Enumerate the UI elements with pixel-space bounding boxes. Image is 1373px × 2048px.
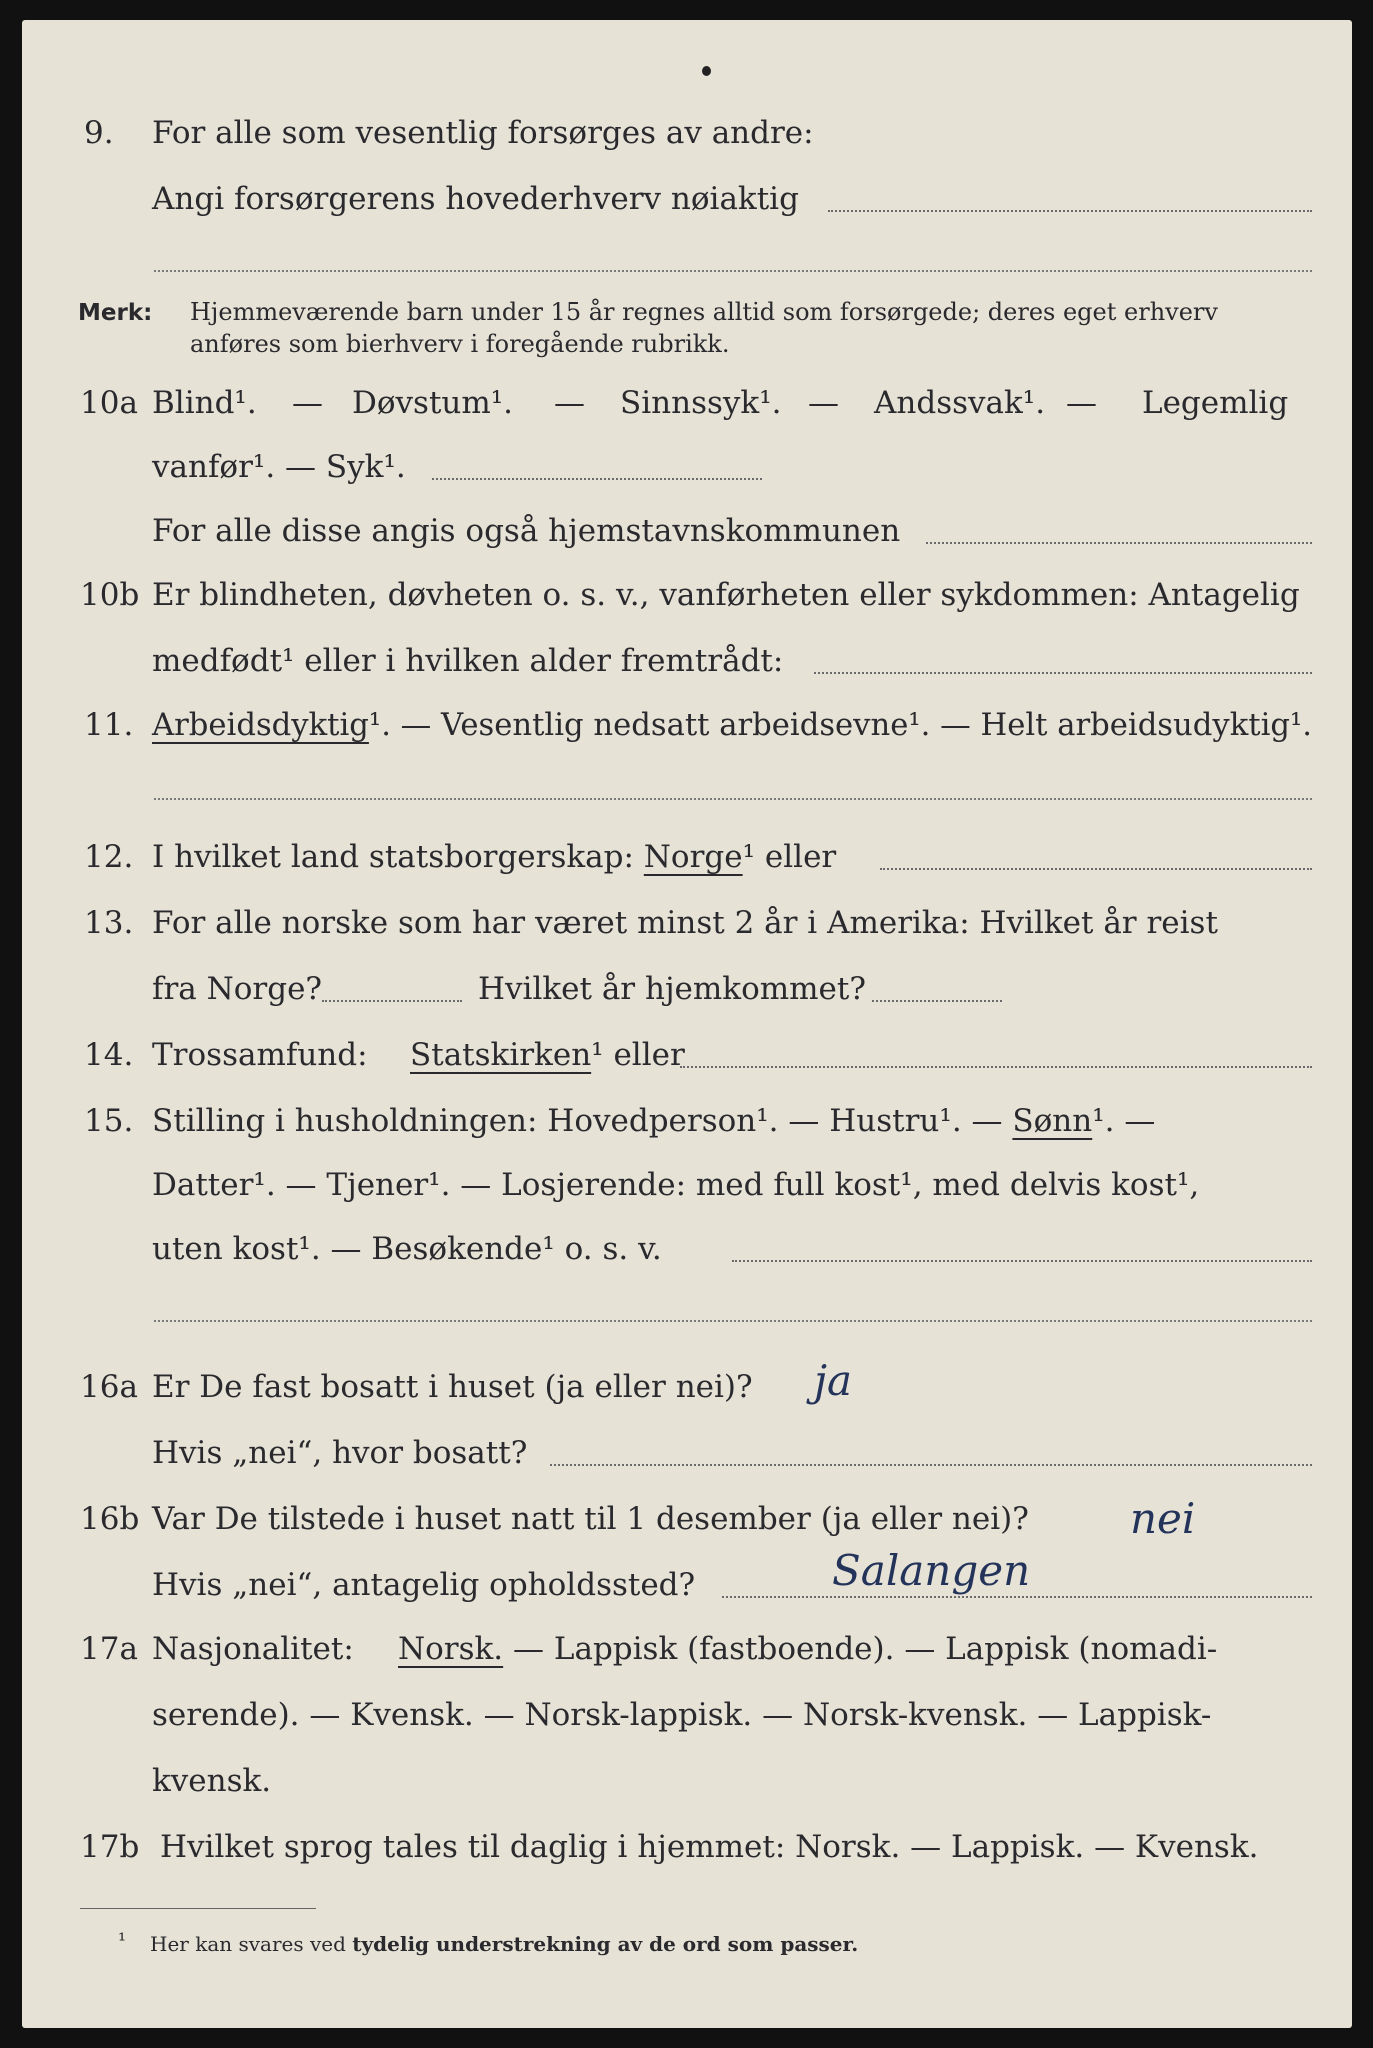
- q14-option-statskirken[interactable]: Statskirken: [410, 1037, 592, 1073]
- q15-text-line1: [152, 1103, 1156, 1139]
- merk-label-text: Merk:: [78, 300, 153, 326]
- q10a-text-line2: vanfør¹. — Syk¹.: [152, 449, 406, 485]
- q16b-number: 16b: [80, 1501, 140, 1537]
- q10a-text-line3: For alle disse angis også hjemstavnskommunen: [152, 513, 901, 549]
- q10a-number: 10a: [80, 385, 138, 421]
- ink-dot: [702, 66, 711, 76]
- q10a-dovstum: Døvstum¹.: [352, 385, 514, 421]
- q16a-residence-field[interactable]: [550, 1464, 1312, 1466]
- q9-number: 9.: [84, 115, 114, 151]
- footnote-text-b: tydelig understrekning av de ord som passer.: [352, 1932, 859, 1956]
- q12-text: [152, 839, 837, 875]
- footnote-divider: [80, 1908, 316, 1909]
- q16b-text-line1: Var De tilstede i huset natt til 1 desember (ja eller nei)?: [152, 1501, 1029, 1537]
- q15-option-sonn[interactable]: Sønn: [1012, 1103, 1093, 1139]
- q15-text-line3: uten kost¹. — Besøkende¹ o. s. v.: [152, 1231, 662, 1267]
- census-form-page: [22, 20, 1352, 2028]
- q15-line1a: Stilling i husholdningen: Hovedperson¹. — Hustru¹. —: [152, 1103, 1003, 1139]
- q12-country-field[interactable]: [880, 868, 1312, 870]
- q10b-answer-field[interactable]: [814, 672, 1312, 674]
- q13-text-line2b: Hvilket år hjemkommet?: [478, 971, 866, 1007]
- merk-text-line2: anføres som bierhverv i foregående rubrikk.: [190, 330, 730, 358]
- q10a-dash-2: —: [554, 385, 585, 421]
- q16a-handwritten-answer[interactable]: ja: [814, 1356, 853, 1405]
- q12-suffix: ¹ eller: [742, 839, 837, 875]
- merk-text-line1: Hjemmeværende barn under 15 år regnes alltid som forsørgede; deres eget erhverv: [190, 298, 1218, 326]
- q10a-sinnssyk: Sinnssyk¹.: [620, 385, 782, 421]
- q10a-legemlig: Legemlig: [1142, 385, 1289, 421]
- q16a-text-line2: Hvis „nei“, hvor bosatt?: [152, 1435, 528, 1471]
- q10b-text-line2: medfødt¹ eller i hvilken alder fremtrådt:: [152, 643, 784, 679]
- q13-text-line2a: fra Norge?: [152, 971, 323, 1007]
- q9-text-line1: For alle som vesentlig forsørges av andre:: [152, 115, 814, 151]
- q13-number: 13.: [84, 905, 134, 941]
- q13-text-line1: For alle norske som har været minst 2 år i Amerika: Hvilket år reist: [152, 905, 1218, 941]
- q13-year-left-field[interactable]: [322, 1000, 462, 1002]
- q10b-text-line1: Er blindheten, døvheten o. s. v., vanførheten eller sykdommen: Antagelig: [152, 577, 1300, 613]
- merk-label: [78, 300, 152, 325]
- q15-position-field[interactable]: [732, 1260, 1312, 1262]
- q15-number: 15.: [84, 1103, 134, 1139]
- q9-text-line2: Angi forsørgerens hovederhverv nøiaktig: [152, 181, 799, 217]
- q9-answer-line2[interactable]: [154, 270, 1312, 272]
- q17a-line1rest: — Lappisk (fastboende). — Lappisk (nomadi-: [513, 1631, 1218, 1667]
- q16b-handwritten-answer[interactable]: nei: [1130, 1494, 1196, 1543]
- q13-year-returned-field[interactable]: [872, 1000, 1002, 1002]
- footnote-text: [150, 1934, 858, 1954]
- q15-text-line2: Datter¹. — Tjener¹. — Losjerende: med full kost¹, med delvis kost¹,: [152, 1167, 1200, 1203]
- q17b-number: 17b: [80, 1829, 140, 1865]
- q12-prefix: I hvilket land statsborgerskap:: [152, 839, 634, 875]
- q15-line1b: ¹. —: [1092, 1103, 1156, 1139]
- q16a-number: 16a: [80, 1369, 138, 1405]
- q11-number: 11.: [84, 707, 134, 743]
- footnote-text-a: Her kan svares ved: [150, 1932, 346, 1956]
- q16b-location-field[interactable]: [722, 1596, 1312, 1598]
- q10a-hometown-field[interactable]: [926, 542, 1312, 544]
- q14-text: [410, 1037, 685, 1073]
- q17a-prefix: Nasjonalitet:: [152, 1631, 354, 1667]
- q10a-dash-1: —: [292, 385, 323, 421]
- q10a-sickness-field[interactable]: [432, 478, 762, 480]
- q16b-handwritten-location[interactable]: Salangen: [832, 1546, 1031, 1595]
- q11-rest: . — Vesentlig nedsatt arbeidsevne¹. — Helt arbeidsudyktig¹.: [381, 707, 1313, 743]
- q17a-text-line2: serende). — Kvensk. — Norsk-lappisk. — Norsk-kvensk. — Lappisk-: [152, 1697, 1212, 1733]
- q14-number: 14.: [84, 1037, 134, 1073]
- q11-option-sup: ¹: [368, 707, 382, 743]
- q12-option-norge[interactable]: Norge: [643, 839, 743, 875]
- q15-answer-line[interactable]: [154, 1320, 1312, 1322]
- q12-number: 12.: [84, 839, 134, 875]
- q10a-andssvak: Andssvak¹.: [874, 385, 1046, 421]
- q16b-text-line2: Hvis „nei“, antagelig opholdssted?: [152, 1567, 696, 1603]
- q9-answer-field[interactable]: [828, 210, 1312, 212]
- q11-text: [152, 707, 1313, 743]
- q11-answer-line[interactable]: [154, 798, 1312, 800]
- q17a-number: 17a: [80, 1631, 138, 1667]
- q17a-text-line3: kvensk.: [152, 1763, 272, 1799]
- q11-option-arbeidsdyktig[interactable]: Arbeidsdyktig: [152, 707, 369, 743]
- q10a-dash-3: —: [808, 385, 839, 421]
- q14-suffix: ¹ eller: [591, 1037, 685, 1073]
- q10b-number: 10b: [80, 577, 140, 613]
- q16a-text-line1: Er De fast bosatt i huset (ja eller nei)?: [152, 1369, 753, 1405]
- q17b-text-line1: Hvilket sprog tales til daglig i hjemmet: Norsk. — Lappisk. — Kvensk.: [160, 1829, 1259, 1865]
- q14-religion-field[interactable]: [680, 1066, 1312, 1068]
- q17a-option-norsk[interactable]: Norsk.: [398, 1631, 504, 1667]
- q10a-dash-4: —: [1066, 385, 1097, 421]
- footnote-mark: ¹: [118, 1928, 127, 1952]
- q17a-text-line1: [398, 1631, 1218, 1667]
- q10a-blind: Blind¹.: [152, 385, 257, 421]
- q14-prefix: Trossamfund:: [152, 1037, 368, 1073]
